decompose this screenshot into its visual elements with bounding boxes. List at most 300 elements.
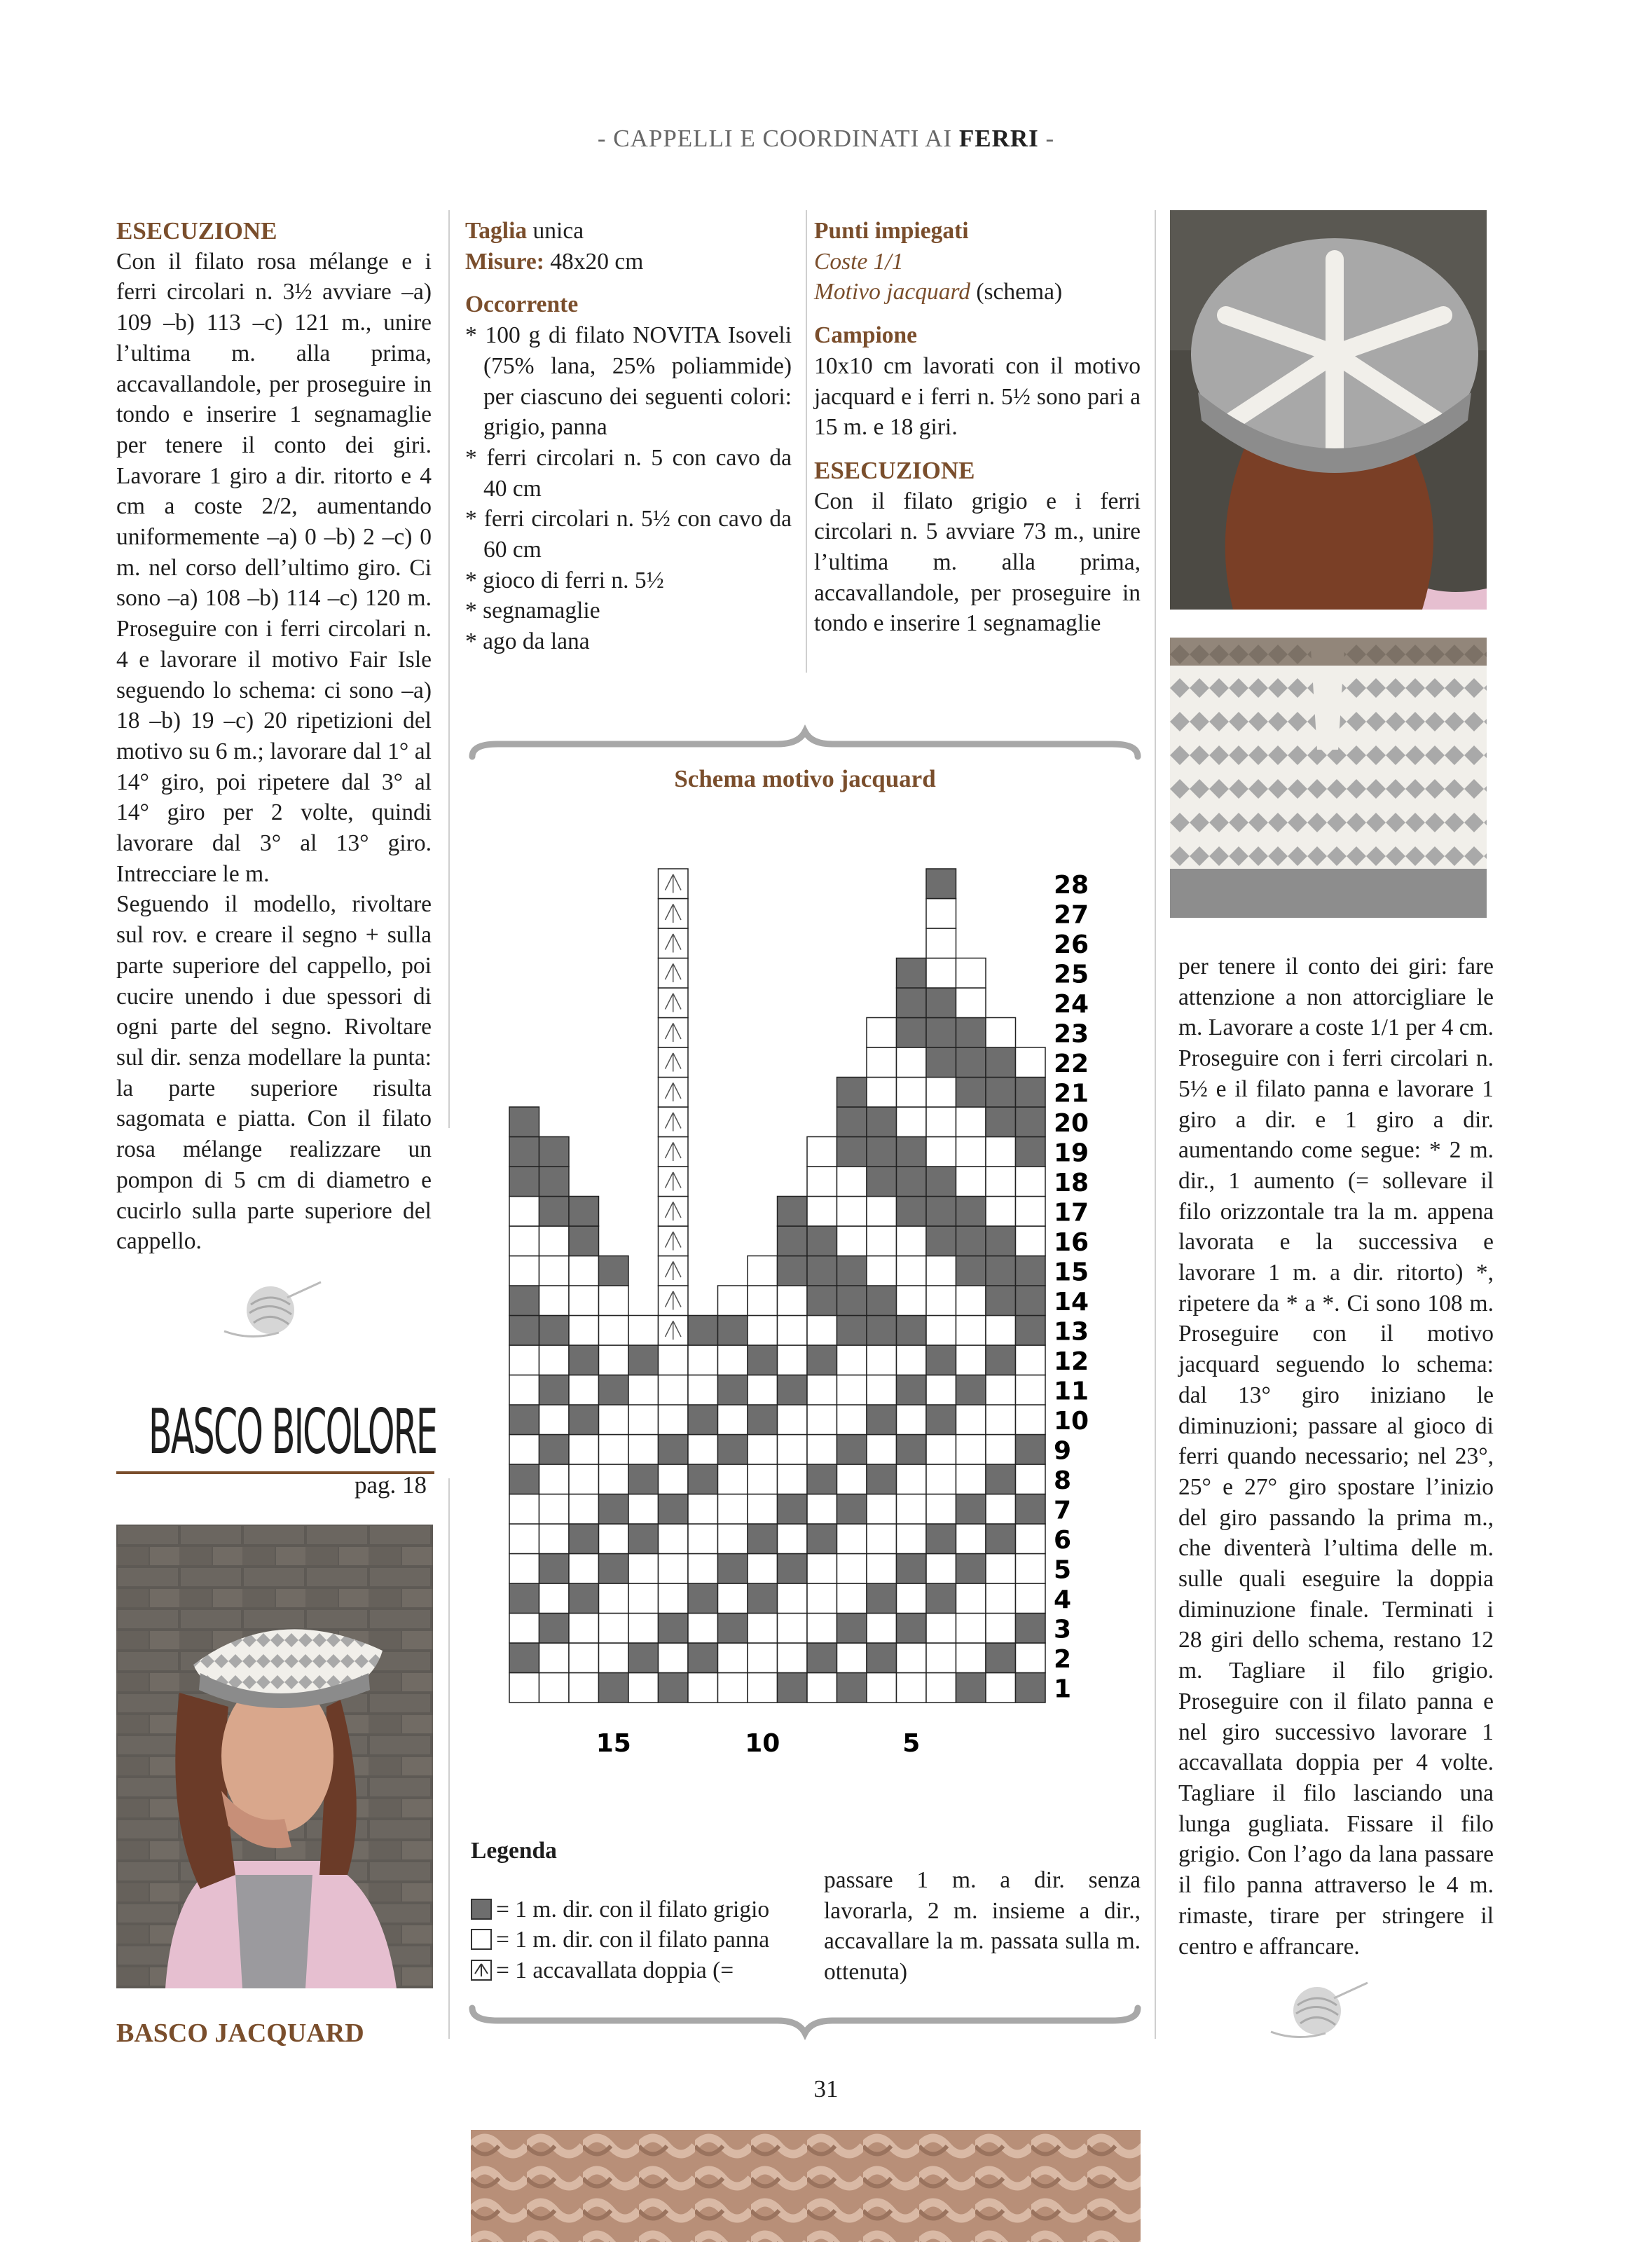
row-label: 3 xyxy=(1054,1615,1072,1644)
chart-cell xyxy=(778,1345,808,1375)
divider-middle xyxy=(806,210,807,673)
chart-cell xyxy=(688,1435,718,1465)
chart-cell xyxy=(807,1464,837,1494)
chart-cell xyxy=(659,1524,689,1554)
chart-cell xyxy=(807,1375,837,1405)
legend-cream: = 1 m. dir. con il filato panna xyxy=(496,1927,770,1953)
chart-cell xyxy=(718,1405,748,1435)
running-header xyxy=(0,125,1652,153)
chart-cell xyxy=(837,1464,867,1494)
row-label: 15 xyxy=(1054,1258,1089,1287)
row-label: 16 xyxy=(1054,1227,1089,1257)
chart-cell xyxy=(718,1524,748,1554)
chart-cell xyxy=(509,1167,539,1197)
stitch-ribbing: Coste 1/1 xyxy=(814,248,904,275)
chart-cell xyxy=(956,988,986,1018)
chart-cell xyxy=(956,1256,986,1286)
chart-cell xyxy=(718,1614,748,1644)
chart-cell xyxy=(867,1226,897,1256)
chart-cell xyxy=(688,1614,718,1644)
middle-column xyxy=(465,216,792,657)
row-label: 24 xyxy=(1054,989,1089,1019)
chart-cell xyxy=(837,1375,867,1405)
chart-cell xyxy=(986,1583,1016,1614)
chart-cell xyxy=(897,1435,927,1465)
jacquard-chart xyxy=(509,869,1089,1758)
chart-cell xyxy=(748,1286,778,1316)
right-column xyxy=(814,216,1141,639)
column-label: 10 xyxy=(745,1729,780,1758)
chart-cell xyxy=(986,1286,1016,1316)
chart-cell xyxy=(867,1583,897,1614)
banner-title: BASCO BICOLORE xyxy=(149,1396,437,1468)
photo-basco-jacquard xyxy=(116,1525,433,1988)
stitch-jacquard: Motivo jacquard xyxy=(814,279,970,305)
chart-cell xyxy=(509,1435,539,1465)
chart-cell xyxy=(926,1524,956,1554)
chart-cell xyxy=(867,1375,897,1405)
row-label: 14 xyxy=(1054,1287,1089,1316)
chart-cell xyxy=(897,1107,927,1137)
chart-cell xyxy=(569,1524,599,1554)
chart-cell xyxy=(509,1673,539,1703)
chart-cell xyxy=(539,1524,570,1554)
chart-cell xyxy=(926,1405,956,1435)
chart-cell xyxy=(956,1524,986,1554)
chart-cell xyxy=(897,1256,927,1286)
legend-decrease: = 1 accavallata doppia (= xyxy=(496,1958,734,1984)
material-item: * 100 g di filato NOVITA Isoveli (75% lana, 25% poliammide) per ciascuno dei seguenti colori: grigio, panna xyxy=(465,320,792,443)
chart-cell xyxy=(628,1583,659,1614)
chart-cell xyxy=(599,1316,629,1346)
chart-cell xyxy=(837,1345,867,1375)
chart-cell xyxy=(897,1375,927,1405)
measures-value: 48x20 cm xyxy=(544,248,644,275)
stitches-heading: Punti impiegati xyxy=(814,218,969,244)
gauge-text: 10x10 cm lavorati con il motivo jacquard e i ferri n. 5½ sono pari a 15 m. e 18 giri. xyxy=(814,352,1141,441)
chart-cell xyxy=(956,1435,986,1465)
chart-cell xyxy=(569,1226,599,1256)
chart-cell xyxy=(1016,1078,1046,1108)
chart-cell xyxy=(926,1107,956,1137)
chart-cell xyxy=(778,1197,808,1227)
chart-cell xyxy=(897,1494,927,1525)
chart-cell xyxy=(897,1018,927,1048)
yarn-ball-icon xyxy=(1269,1977,1375,2047)
material-item: * segnamaglie xyxy=(465,596,792,626)
chart-cell xyxy=(897,1047,927,1078)
chart-cell xyxy=(509,1137,539,1167)
chart-cell xyxy=(986,1256,1016,1286)
header-suffix: - xyxy=(1038,125,1055,152)
chart-cell xyxy=(748,1524,778,1554)
chart-cell xyxy=(778,1614,808,1644)
chart-cell xyxy=(837,1226,867,1256)
chart-cell xyxy=(778,1673,808,1703)
chart-cell xyxy=(837,1316,867,1346)
row-label: 28 xyxy=(1054,870,1089,900)
row-label: 23 xyxy=(1054,1019,1089,1049)
chart-cell xyxy=(628,1524,659,1554)
chart-cell xyxy=(748,1643,778,1673)
photo-beret-top xyxy=(1170,210,1487,610)
chart-cell xyxy=(1016,1494,1046,1525)
chart-cell xyxy=(897,1554,927,1584)
chart-cell xyxy=(1016,1614,1046,1644)
chart-cell xyxy=(1016,1226,1046,1256)
chart-cell xyxy=(628,1464,659,1494)
chart-cell xyxy=(599,1673,629,1703)
chart-cell xyxy=(599,1643,629,1673)
left-paragraph-2: Seguendo il modello, rivoltare sul rov. e creare il segno + sulla parte superiore del cappello, poi cucire unendo i due spessori di ogni parte del segno. Rivoltare sul dir. senza modellare la punta: la parte superiore risulta sagomata e piatta. Con il filato rosa mélange realizzare un pompon di 5 cm di diametro e cucirlo sulla parte superiore del cappello. xyxy=(116,891,432,1255)
chart-cell xyxy=(897,1643,927,1673)
chart-cell xyxy=(748,1673,778,1703)
chart-cell xyxy=(628,1554,659,1584)
chart-cell xyxy=(718,1464,748,1494)
chart-cell xyxy=(897,1226,927,1256)
chart-cell xyxy=(867,1047,897,1078)
chart-cell xyxy=(539,1673,570,1703)
chart-cell xyxy=(986,1524,1016,1554)
chart-cell xyxy=(926,1018,956,1048)
chart-cell xyxy=(807,1614,837,1644)
chart-cell xyxy=(986,1673,1016,1703)
brace-top xyxy=(469,729,1141,771)
chart-cell xyxy=(807,1167,837,1197)
chart-cell xyxy=(599,1554,629,1584)
chart-cell xyxy=(659,1673,689,1703)
row-label: 4 xyxy=(1054,1585,1072,1614)
chart-cell xyxy=(569,1583,599,1614)
chart-cell xyxy=(539,1345,570,1375)
chart-cell xyxy=(926,1643,956,1673)
chart-cell xyxy=(599,1435,629,1465)
chart-cell xyxy=(837,1137,867,1167)
chart-cell xyxy=(509,1316,539,1346)
chart-cell xyxy=(748,1583,778,1614)
chart-cell xyxy=(748,1464,778,1494)
chart-cell xyxy=(628,1316,659,1346)
chart-cell xyxy=(867,1107,897,1137)
size-value: unica xyxy=(527,218,584,244)
chart-cell xyxy=(956,1494,986,1525)
chart-cell xyxy=(956,1464,986,1494)
chart-cell xyxy=(867,1018,897,1048)
chart-cell xyxy=(509,1226,539,1256)
chart-title: Schema motivo jacquard xyxy=(674,765,936,792)
chart-cell xyxy=(956,1197,986,1227)
chart-cell xyxy=(926,1464,956,1494)
chart-cell xyxy=(539,1316,570,1346)
chart-cell xyxy=(688,1405,718,1435)
chart-cell xyxy=(926,1554,956,1584)
bottom-title: BASCO JACQUARD xyxy=(116,2019,364,2048)
chart-cell xyxy=(778,1435,808,1465)
chart-cell xyxy=(897,1316,927,1346)
chart-cell xyxy=(837,1107,867,1137)
chart-cell xyxy=(837,1583,867,1614)
chart-cell xyxy=(659,1643,689,1673)
chart-cell xyxy=(509,1286,539,1316)
gauge-heading: Campione xyxy=(814,322,918,349)
chart-cell xyxy=(867,1167,897,1197)
chart-cell xyxy=(986,1137,1016,1167)
chart-cell xyxy=(688,1316,718,1346)
chart-cell xyxy=(539,1583,570,1614)
chart-cell xyxy=(867,1286,897,1316)
chart-cell xyxy=(718,1345,748,1375)
yarn-ball-icon xyxy=(223,1277,328,1347)
chart-cell xyxy=(926,869,956,899)
chart-cell xyxy=(778,1583,808,1614)
chart-cell xyxy=(539,1614,570,1644)
chart-cell xyxy=(778,1494,808,1525)
chart-cell xyxy=(688,1494,718,1525)
chart-cell xyxy=(509,1197,539,1227)
chart-cell xyxy=(718,1673,748,1703)
chart-cell xyxy=(837,1614,867,1644)
row-label: 22 xyxy=(1054,1049,1089,1078)
chart-cell xyxy=(1016,1405,1046,1435)
chart-cell xyxy=(659,1405,689,1435)
chart-cell xyxy=(509,1524,539,1554)
stitch-jacquard-note: (schema) xyxy=(970,279,1063,305)
divider-left xyxy=(448,210,450,1128)
chart-cell xyxy=(807,1643,837,1673)
chart-cell xyxy=(628,1375,659,1405)
chart-cell xyxy=(569,1197,599,1227)
chart-cell xyxy=(807,1137,837,1167)
chart-cell xyxy=(778,1524,808,1554)
chart-cell xyxy=(778,1643,808,1673)
chart-cell xyxy=(807,1583,837,1614)
row-label: 8 xyxy=(1054,1466,1072,1495)
chart-cell xyxy=(659,1435,689,1465)
chart-cell xyxy=(1016,1137,1046,1167)
chart-cell xyxy=(956,1345,986,1375)
chart-cell xyxy=(807,1673,837,1703)
chart-cell xyxy=(926,958,956,989)
chart-cell xyxy=(688,1524,718,1554)
chart-cell xyxy=(748,1345,778,1375)
chart-cell xyxy=(807,1197,837,1227)
chart-cell xyxy=(837,1524,867,1554)
chart-cell xyxy=(539,1286,570,1316)
chart-cell xyxy=(509,1375,539,1405)
chart-cell xyxy=(926,1435,956,1465)
legend xyxy=(471,1836,800,1986)
chart-cell xyxy=(867,1345,897,1375)
chart-cell xyxy=(837,1554,867,1584)
legend-heading: Legenda xyxy=(471,1838,557,1864)
chart-cell xyxy=(718,1494,748,1525)
chart-cell xyxy=(688,1464,718,1494)
execution-text: Con il filato grigio e i ferri circolari n. 5 avviare 73 m., unire l’ultima m. alla prima, accavallandole, per proseguire in tondo e inserire 1 segnamaglie xyxy=(814,488,1141,637)
chart-cell xyxy=(837,1078,867,1108)
chart-cell xyxy=(659,1375,689,1405)
chart-cell xyxy=(867,1494,897,1525)
chart-cell xyxy=(986,1405,1016,1435)
chart-cell xyxy=(628,1345,659,1375)
chart-cell xyxy=(956,1078,986,1108)
chart-cell xyxy=(1016,1047,1046,1078)
chart-cell xyxy=(539,1464,570,1494)
chart-cell xyxy=(956,1554,986,1584)
chart-cell xyxy=(1016,1524,1046,1554)
chart-cell xyxy=(748,1405,778,1435)
chart-cell xyxy=(1016,1256,1046,1286)
photo-beret-detail xyxy=(1170,638,1487,918)
chart-cell xyxy=(897,958,927,989)
far-right-column: per tenere il conto dei giri: fare attenzione a non attorcigliare le m. Lavorare a coste 1/1 per 4 cm. Proseguire con i ferri circolari n. 5½ e il filato panna e lavorare 1 giro a dir. e 1 giro a dir. aumentando come segue: * 2 m. dir., 1 aumento (= sollevare il filo orizzontale tra la m. appena lavorata e la successiva e lavorare 1 m. a dir. ritorto) *, ripetere da * a *. Ci sono 108 m. Proseguire con il motivo jacquard seguendo lo schema: dal 13° giro iniziano le diminuzioni; passare al gioco di ferri quando necessario; nel 23°, 25° e 27° giro spostare l’inizio del giro passando la prima m., che diventerà l’ultima delle m. sulle quali eseguire la doppia diminuzione finale. Terminati i 28 giri dello schema, restano 12 m. Tagliare il filo grigio. Proseguire con il filato panna e nel giro successivo lavorare 1 accavallata doppia per 4 volte. Tagliare il filo lasciando una lunga gugliata. Fissare il filo grigio. Con l’ago da lana passare il filo panna attraverso le 4 m. rimaste, tirare per stringere il centro e affrancare. xyxy=(1178,954,1494,1960)
chart-cell xyxy=(837,1286,867,1316)
chart-cell xyxy=(569,1673,599,1703)
chart-cell xyxy=(956,1673,986,1703)
chart-cell xyxy=(1016,1643,1046,1673)
chart-cell xyxy=(599,1405,629,1435)
chart-cell xyxy=(1016,1197,1046,1227)
chart-cell xyxy=(897,1524,927,1554)
chart-cell xyxy=(509,1405,539,1435)
left-column xyxy=(116,216,432,1257)
chart-cell xyxy=(659,1464,689,1494)
chart-cell xyxy=(509,1494,539,1525)
chart-cell xyxy=(1016,1345,1046,1375)
chart-cell xyxy=(926,1137,956,1167)
chart-cell xyxy=(867,1405,897,1435)
chart-cell xyxy=(718,1554,748,1584)
legend-grey: = 1 m. dir. con il filato grigio xyxy=(496,1896,770,1923)
chart-cell xyxy=(956,1047,986,1078)
chart-cell xyxy=(599,1345,629,1375)
chart-cell xyxy=(867,1435,897,1465)
chart-cell xyxy=(628,1673,659,1703)
chart-cell xyxy=(867,1197,897,1227)
materials-list xyxy=(465,320,792,657)
chart-cell xyxy=(778,1256,808,1286)
chart-cell xyxy=(986,1226,1016,1256)
chart-cell xyxy=(986,1107,1016,1137)
chart-cell xyxy=(688,1583,718,1614)
chart-cell xyxy=(897,1614,927,1644)
chart-cell xyxy=(807,1226,837,1256)
chart-cell xyxy=(659,1583,689,1614)
chart-cell xyxy=(986,1345,1016,1375)
chart-cell xyxy=(569,1554,599,1584)
chart-cell xyxy=(569,1316,599,1346)
row-label: 10 xyxy=(1054,1406,1089,1436)
chart-cell xyxy=(986,1464,1016,1494)
chart-cell xyxy=(748,1375,778,1405)
chart-cell xyxy=(1016,1107,1046,1137)
row-label: 18 xyxy=(1054,1168,1089,1197)
chart-cell xyxy=(956,1316,986,1346)
chart-cell xyxy=(897,988,927,1018)
material-item: * ago da lana xyxy=(465,626,792,657)
chart-cell xyxy=(748,1316,778,1346)
chart-cell xyxy=(897,1405,927,1435)
chart-cell xyxy=(837,1167,867,1197)
chart-cell xyxy=(599,1375,629,1405)
chart-cell xyxy=(539,1375,570,1405)
chart-cell xyxy=(599,1464,629,1494)
chart-cell xyxy=(1016,1316,1046,1346)
chart-cell xyxy=(897,1464,927,1494)
materials-heading: Occorrente xyxy=(465,291,579,318)
chart-cell xyxy=(569,1345,599,1375)
left-heading: ESECUZIONE xyxy=(116,217,277,245)
chart-cell xyxy=(1016,1673,1046,1703)
chart-cell xyxy=(926,1047,956,1078)
header-text: - CAPPELLI E COORDINATI AI xyxy=(597,125,959,152)
chart-cell xyxy=(837,1643,867,1673)
row-label: 26 xyxy=(1054,930,1089,959)
chart-cell xyxy=(509,1614,539,1644)
row-label: 12 xyxy=(1054,1347,1089,1376)
chart-cell xyxy=(778,1464,808,1494)
chart-cell xyxy=(986,1614,1016,1644)
chart-cell xyxy=(926,899,956,929)
chart-cell xyxy=(628,1494,659,1525)
chart-cell xyxy=(659,1554,689,1584)
row-label: 6 xyxy=(1054,1525,1072,1555)
chart-cell xyxy=(569,1286,599,1316)
chart-cell xyxy=(599,1614,629,1644)
chart-cell xyxy=(628,1614,659,1644)
left-paragraph-1: Con il filato rosa mélange e i ferri circolari n. 3½ avviare –a) 109 –b) 113 –c) 121 m., unire l’ultima m. alla prima, accavallandole, per proseguire in tondo e inserire 1 segnamaglie per tenere il conto dei giri. Lavorare 1 giro a dir. ritorto e 4 cm a coste 2/2, aumentando uniformemente –a) 0 –b) 2 –c) 0 m. nel corso dell’ultimo giro. Ci sono –a) 108 –b) 114 –c) 120 m. Proseguire con i ferri circolari n. 4 e lavorare il motivo Fair Isle seguendo lo schema: ci sono –a) 18 –b) 19 –c) 20 ripetizioni del motivo su 6 m.; lavorare dal 1° al 14° giro, poi ripetere dal 3° al 14° giro per 2 volte, quindi lavorare dal 3° al 13° giro. Intrecciare le m. xyxy=(116,248,432,887)
chart-cell xyxy=(807,1494,837,1525)
chart-cell xyxy=(659,1614,689,1644)
chart-cell xyxy=(569,1435,599,1465)
chart-cell xyxy=(807,1345,837,1375)
chart-cell xyxy=(599,1286,629,1316)
chart-cell xyxy=(1016,1167,1046,1197)
chart-cell xyxy=(718,1316,748,1346)
chart-cell xyxy=(1016,1583,1046,1614)
banner-page-ref: pag. 18 xyxy=(355,1471,427,1499)
chart-cell xyxy=(926,1226,956,1256)
chart-cell xyxy=(569,1464,599,1494)
row-label: 21 xyxy=(1054,1079,1089,1108)
chart-cell xyxy=(867,1464,897,1494)
chart-cell xyxy=(956,1583,986,1614)
chart-cell xyxy=(539,1435,570,1465)
chart-cell xyxy=(926,1494,956,1525)
brace-bottom xyxy=(469,2001,1141,2043)
chart-cell xyxy=(688,1554,718,1584)
chart-cell xyxy=(688,1345,718,1375)
chart-cell xyxy=(539,1494,570,1525)
chart-cell xyxy=(956,1614,986,1644)
divider-right xyxy=(1155,210,1156,2039)
chart-cell xyxy=(539,1197,570,1227)
chart-cell xyxy=(897,1583,927,1614)
chart-cell xyxy=(599,1583,629,1614)
chart-cell xyxy=(956,958,986,989)
execution-heading: ESECUZIONE xyxy=(814,456,975,484)
row-label: 9 xyxy=(1054,1436,1072,1466)
chart-cell xyxy=(837,1494,867,1525)
chart-cell xyxy=(986,1494,1016,1525)
chart-cell xyxy=(956,1286,986,1316)
chart-cell xyxy=(718,1286,748,1316)
chart-cell xyxy=(509,1256,539,1286)
chart-cell xyxy=(986,1435,1016,1465)
chart-cell xyxy=(1016,1464,1046,1494)
chart-cell xyxy=(897,1167,927,1197)
chart-cell xyxy=(509,1554,539,1584)
chart-cell xyxy=(867,1316,897,1346)
